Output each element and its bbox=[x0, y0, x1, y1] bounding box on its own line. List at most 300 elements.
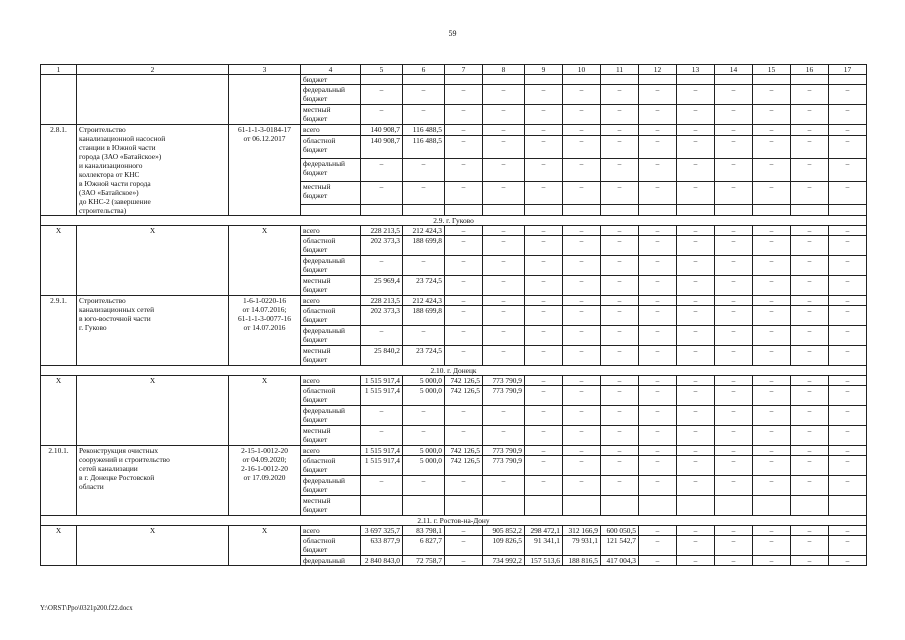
dash-cell: – bbox=[445, 125, 483, 136]
dash-cell: – bbox=[791, 376, 829, 386]
dash-cell: – bbox=[525, 181, 563, 204]
value-cell: – bbox=[445, 526, 483, 536]
dash-cell: – bbox=[791, 236, 829, 256]
dash-cell: – bbox=[525, 236, 563, 256]
value-cell: 6 827,7 bbox=[403, 536, 445, 556]
dash-cell: – bbox=[753, 406, 791, 426]
dash-cell: – bbox=[715, 556, 753, 566]
dash-cell: – bbox=[483, 296, 525, 306]
dash-cell: – bbox=[445, 346, 483, 366]
dash-cell: – bbox=[753, 181, 791, 204]
column-header-13: 13 bbox=[677, 65, 715, 75]
value-cell bbox=[563, 75, 601, 85]
funding-source-cell-line: бюджет bbox=[303, 245, 328, 254]
dash-cell: – bbox=[601, 376, 639, 386]
dash-cell: – bbox=[753, 85, 791, 105]
project-doc-cell-line: от 14.07.2016 bbox=[243, 323, 286, 332]
dash-cell: – bbox=[677, 386, 715, 406]
funding-source-cell bbox=[301, 456, 361, 476]
x-mark-cell: Х bbox=[41, 376, 77, 446]
funding-source-cell-line: местный bbox=[303, 105, 331, 114]
funding-source-cell-line: бюджет bbox=[303, 265, 328, 274]
empty-cell bbox=[601, 204, 639, 215]
dash-cell: – bbox=[525, 406, 563, 426]
value-cell: 773 790,9 bbox=[483, 386, 525, 406]
dash-cell: – bbox=[753, 536, 791, 556]
value-cell: 5 000,0 bbox=[403, 376, 445, 386]
dash-cell: – bbox=[791, 456, 829, 476]
empty-cell bbox=[639, 204, 677, 215]
dash-cell: – bbox=[525, 476, 563, 496]
dash-cell: – bbox=[677, 556, 715, 566]
funding-source-cell: всего bbox=[301, 226, 361, 236]
funding-source-cell bbox=[301, 406, 361, 426]
funding-source-cell-line: бюджет bbox=[303, 94, 328, 103]
dash-cell: – bbox=[715, 386, 753, 406]
funding-source-cell-line: областной bbox=[303, 536, 336, 545]
dash-cell: – bbox=[791, 556, 829, 566]
dash-cell: – bbox=[829, 136, 867, 159]
empty-cell bbox=[483, 204, 525, 215]
dash-cell: – bbox=[715, 125, 753, 136]
dash-cell: – bbox=[829, 376, 867, 386]
item-name-cell-line: и канализационного bbox=[79, 161, 143, 170]
funding-source-cell bbox=[301, 85, 361, 105]
dash-cell: – bbox=[677, 456, 715, 476]
dash-cell: – bbox=[753, 426, 791, 446]
dash-cell: – bbox=[753, 376, 791, 386]
dash-cell: – bbox=[601, 136, 639, 159]
item-name-cell bbox=[77, 125, 229, 216]
value-cell bbox=[445, 75, 483, 85]
value-cell: 633 877,9 bbox=[361, 536, 403, 556]
x-mark-cell: Х bbox=[77, 376, 229, 446]
dash-cell: – bbox=[445, 136, 483, 159]
dash-cell: – bbox=[791, 256, 829, 276]
dash-cell: – bbox=[483, 125, 525, 136]
dash-cell: – bbox=[715, 105, 753, 125]
funding-source-cell: всего bbox=[301, 526, 361, 536]
dash-cell: – bbox=[445, 226, 483, 236]
funding-source-cell: всего bbox=[301, 446, 361, 456]
empty-cell bbox=[563, 204, 601, 215]
dash-cell: – bbox=[525, 376, 563, 386]
dash-cell: – bbox=[601, 426, 639, 446]
item-name-cell-line: г. Гуково bbox=[79, 323, 107, 332]
value-cell: 140 908,7 bbox=[361, 136, 403, 159]
dash-cell: – bbox=[677, 376, 715, 386]
item-name-cell-line: сооружений и строительство bbox=[79, 455, 170, 464]
dash-cell: – bbox=[753, 476, 791, 496]
dash-cell: – bbox=[829, 306, 867, 326]
dash-cell: – bbox=[525, 456, 563, 476]
funding-source-cell bbox=[301, 236, 361, 256]
empty-cell bbox=[791, 204, 829, 215]
project-doc-cell bbox=[229, 296, 301, 366]
dash-cell: – bbox=[753, 236, 791, 256]
funding-source-cell-line: местный bbox=[303, 346, 331, 355]
dash-cell: – bbox=[753, 526, 791, 536]
value-cell: 212 424,3 bbox=[403, 296, 445, 306]
dash-cell: – bbox=[715, 426, 753, 446]
dash-cell: – bbox=[639, 136, 677, 159]
value-cell bbox=[715, 75, 753, 85]
dash-cell: – bbox=[639, 256, 677, 276]
value-cell bbox=[639, 496, 677, 516]
value-cell bbox=[361, 75, 403, 85]
funding-source-cell bbox=[301, 326, 361, 346]
value-cell: 157 513,6 bbox=[525, 556, 563, 566]
dash-cell: – bbox=[753, 256, 791, 276]
dash-cell: – bbox=[639, 406, 677, 426]
dash-cell: – bbox=[525, 125, 563, 136]
value-cell: 188 699,8 bbox=[403, 306, 445, 326]
dash-cell: – bbox=[677, 125, 715, 136]
dash-cell: – bbox=[829, 85, 867, 105]
item-name-cell-line: в г. Донецке Ростовской bbox=[79, 473, 155, 482]
dash-cell: – bbox=[563, 306, 601, 326]
value-cell bbox=[791, 496, 829, 516]
column-header-8: 8 bbox=[483, 65, 525, 75]
dash-cell: – bbox=[677, 226, 715, 236]
dash-cell: – bbox=[829, 226, 867, 236]
dash-cell: – bbox=[791, 526, 829, 536]
value-cell: 742 126,5 bbox=[445, 386, 483, 406]
item-name-cell-line: в Южной части города bbox=[79, 179, 151, 188]
dash-cell: – bbox=[563, 476, 601, 496]
project-doc-cell-line: 2-16-1-0012-20 bbox=[241, 464, 288, 473]
dash-cell: – bbox=[361, 406, 403, 426]
value-cell bbox=[639, 75, 677, 85]
dash-cell: – bbox=[715, 181, 753, 204]
dash-cell: – bbox=[791, 136, 829, 159]
dash-cell: – bbox=[483, 136, 525, 159]
dash-cell: – bbox=[677, 536, 715, 556]
dash-cell: – bbox=[403, 105, 445, 125]
dash-cell: – bbox=[829, 181, 867, 204]
dash-cell: – bbox=[829, 276, 867, 296]
dash-cell: – bbox=[677, 306, 715, 326]
funding-source-cell: федеральный bbox=[301, 556, 361, 566]
dash-cell: – bbox=[677, 476, 715, 496]
dash-cell: – bbox=[639, 326, 677, 346]
value-cell: 2 840 843,0 bbox=[361, 556, 403, 566]
x-mark-cell: Х bbox=[229, 226, 301, 296]
value-cell: 773 790,9 bbox=[483, 456, 525, 476]
dash-cell: – bbox=[563, 136, 601, 159]
dash-cell: – bbox=[715, 85, 753, 105]
dash-cell: – bbox=[791, 446, 829, 456]
value-cell bbox=[753, 496, 791, 516]
dash-cell: – bbox=[753, 556, 791, 566]
dash-cell: – bbox=[829, 426, 867, 446]
dash-cell: – bbox=[639, 476, 677, 496]
continuation-row bbox=[41, 75, 867, 85]
dash-cell: – bbox=[563, 376, 601, 386]
project-doc-cell-line: 61-1-1-3-0077-16 bbox=[238, 314, 291, 323]
funding-source-cell-line: бюджет bbox=[303, 395, 328, 404]
funding-source-cell bbox=[301, 496, 361, 516]
item-number-cell: 2.8.1. bbox=[41, 125, 77, 216]
dash-cell: – bbox=[639, 306, 677, 326]
item-name-cell-line: канализационной насосной bbox=[79, 134, 166, 143]
dash-cell: – bbox=[361, 426, 403, 446]
value-cell: 25 840,2 bbox=[361, 346, 403, 366]
funding-source-cell-line: бюджет bbox=[303, 415, 328, 424]
dash-cell: – bbox=[563, 296, 601, 306]
section-heading-row bbox=[41, 516, 867, 526]
value-cell: 5 000,0 bbox=[403, 446, 445, 456]
dash-cell: – bbox=[445, 181, 483, 204]
value-cell: 121 542,7 bbox=[601, 536, 639, 556]
dash-cell: – bbox=[601, 256, 639, 276]
dash-cell: – bbox=[677, 326, 715, 346]
dash-cell: – bbox=[361, 105, 403, 125]
dash-cell: – bbox=[639, 456, 677, 476]
dash-cell: – bbox=[791, 536, 829, 556]
funding-source-cell-line: областной bbox=[303, 236, 336, 245]
funding-source-cell-line: местный bbox=[303, 181, 331, 191]
item-name-cell-line: канализационных сетей bbox=[79, 305, 155, 314]
item-name-cell-line: в юго-восточной части bbox=[79, 314, 151, 323]
value-cell: 1 515 917,4 bbox=[361, 456, 403, 476]
column-header-3: 3 bbox=[229, 65, 301, 75]
page-number: 59 bbox=[448, 29, 457, 38]
dash-cell: – bbox=[639, 296, 677, 306]
dash-cell: – bbox=[445, 426, 483, 446]
dash-cell: – bbox=[563, 105, 601, 125]
column-header-14: 14 bbox=[715, 65, 753, 75]
x-mark-cell: Х bbox=[77, 226, 229, 296]
project-doc-cell bbox=[229, 125, 301, 216]
value-cell bbox=[791, 75, 829, 85]
dash-cell: – bbox=[601, 346, 639, 366]
value-cell bbox=[403, 496, 445, 516]
funding-source-cell-line: федеральный bbox=[303, 159, 345, 169]
dash-cell: – bbox=[715, 476, 753, 496]
dash-cell: – bbox=[791, 386, 829, 406]
section-title: 2.9. г. Гуково bbox=[41, 216, 867, 226]
funding-source-cell: всего bbox=[301, 125, 361, 136]
dash-cell: – bbox=[403, 85, 445, 105]
item-row-2.9.1 bbox=[41, 296, 867, 306]
dash-cell: – bbox=[791, 426, 829, 446]
dash-cell: – bbox=[829, 236, 867, 256]
dash-cell: – bbox=[525, 446, 563, 456]
dash-cell: – bbox=[601, 125, 639, 136]
dash-cell: – bbox=[677, 136, 715, 159]
dash-cell: – bbox=[483, 426, 525, 446]
dash-cell: – bbox=[563, 346, 601, 366]
dash-cell: – bbox=[445, 326, 483, 346]
empty-cell bbox=[445, 204, 483, 215]
dash-cell: – bbox=[601, 446, 639, 456]
dash-cell: – bbox=[791, 346, 829, 366]
dash-cell: – bbox=[483, 406, 525, 426]
dash-cell: – bbox=[829, 105, 867, 125]
value-cell bbox=[677, 75, 715, 85]
item-name-cell-line: Строительство bbox=[79, 125, 126, 134]
dash-cell: – bbox=[403, 476, 445, 496]
item-row-2.10.1 bbox=[41, 446, 867, 456]
value-cell: 742 126,5 bbox=[445, 456, 483, 476]
dash-cell: – bbox=[601, 226, 639, 236]
dash-cell: – bbox=[753, 159, 791, 182]
funding-source-cell: всего bbox=[301, 376, 361, 386]
dash-cell: – bbox=[601, 105, 639, 125]
x-mark-cell: Х bbox=[41, 226, 77, 296]
item-name-cell-line: города (ЗАО «Батайское») bbox=[79, 152, 162, 161]
dash-cell: – bbox=[563, 236, 601, 256]
item-name-cell bbox=[77, 446, 229, 516]
dash-cell: – bbox=[525, 105, 563, 125]
funding-source-cell-line: бюджет bbox=[303, 435, 328, 444]
value-cell bbox=[483, 75, 525, 85]
dash-cell: – bbox=[525, 306, 563, 326]
dash-cell: – bbox=[483, 159, 525, 182]
funding-source-cell bbox=[301, 159, 361, 182]
dash-cell: – bbox=[715, 296, 753, 306]
dash-cell: – bbox=[525, 296, 563, 306]
item-name-cell-line: (ЗАО «Батайское») bbox=[79, 188, 139, 197]
value-cell: 742 126,5 bbox=[445, 376, 483, 386]
dash-cell: – bbox=[445, 276, 483, 296]
budget-table-container bbox=[40, 64, 864, 566]
value-cell: 1 515 917,4 bbox=[361, 446, 403, 456]
column-header-2: 2 bbox=[77, 65, 229, 75]
dash-cell: – bbox=[715, 276, 753, 296]
dash-cell: – bbox=[715, 346, 753, 366]
dash-cell: – bbox=[639, 105, 677, 125]
column-header-1: 1 bbox=[41, 65, 77, 75]
dash-cell: – bbox=[483, 476, 525, 496]
dash-cell: – bbox=[525, 85, 563, 105]
x-mark-cell: Х bbox=[229, 526, 301, 566]
funding-source-cell-line: местный bbox=[303, 496, 331, 505]
dash-cell: – bbox=[791, 85, 829, 105]
project-doc-cell-line: 2-15-1-0012-20 bbox=[241, 446, 288, 455]
dash-cell: – bbox=[791, 105, 829, 125]
value-cell: – bbox=[445, 556, 483, 566]
dash-cell: – bbox=[791, 296, 829, 306]
dash-cell: – bbox=[791, 326, 829, 346]
dash-cell: – bbox=[829, 476, 867, 496]
funding-source-cell-line: бюджет bbox=[303, 145, 328, 155]
dash-cell: – bbox=[445, 236, 483, 256]
funding-source-cell-line: областной bbox=[303, 306, 336, 315]
x-mark-cell: Х bbox=[77, 526, 229, 566]
section-heading-row bbox=[41, 216, 867, 226]
item-name-cell-line: станции в Южной части bbox=[79, 143, 156, 152]
dash-cell: – bbox=[601, 159, 639, 182]
value-cell bbox=[563, 496, 601, 516]
value-cell: 1 515 917,4 bbox=[361, 386, 403, 406]
dash-cell: – bbox=[563, 276, 601, 296]
value-cell: 72 758,7 bbox=[403, 556, 445, 566]
dash-cell: – bbox=[601, 296, 639, 306]
dash-cell: – bbox=[715, 226, 753, 236]
value-cell: 773 790,9 bbox=[483, 376, 525, 386]
funding-source-cell bbox=[301, 536, 361, 556]
dash-cell: – bbox=[639, 181, 677, 204]
dash-cell: – bbox=[715, 306, 753, 326]
dash-cell: – bbox=[483, 326, 525, 346]
funding-source-cell-line: федеральный bbox=[303, 85, 345, 94]
dash-cell: – bbox=[791, 159, 829, 182]
column-header-15: 15 bbox=[753, 65, 791, 75]
dash-cell: – bbox=[677, 159, 715, 182]
value-cell: – bbox=[445, 536, 483, 556]
dash-cell: – bbox=[639, 526, 677, 536]
item-name-cell bbox=[77, 75, 229, 125]
column-number-row bbox=[41, 65, 867, 75]
dash-cell: – bbox=[829, 406, 867, 426]
empty-cell bbox=[301, 204, 361, 215]
value-cell: 5 000,0 bbox=[403, 456, 445, 476]
dash-cell: – bbox=[715, 326, 753, 346]
section-title: 2.10. г. Донецк bbox=[41, 366, 867, 376]
dash-cell: – bbox=[563, 326, 601, 346]
dash-cell: – bbox=[715, 136, 753, 159]
x-mark-cell: Х bbox=[41, 526, 77, 566]
value-cell: 140 908,7 bbox=[361, 125, 403, 136]
dash-cell: – bbox=[525, 276, 563, 296]
dash-cell: – bbox=[639, 446, 677, 456]
dash-cell: – bbox=[403, 256, 445, 276]
dash-cell: – bbox=[639, 426, 677, 446]
funding-source-cell-line: федеральный bbox=[303, 326, 345, 335]
dash-cell: – bbox=[677, 85, 715, 105]
dash-cell: – bbox=[639, 125, 677, 136]
dash-cell: – bbox=[753, 306, 791, 326]
empty-cell bbox=[829, 204, 867, 215]
budget-table bbox=[40, 64, 867, 566]
dash-cell: – bbox=[791, 181, 829, 204]
empty-cell bbox=[403, 204, 445, 215]
value-cell: 202 373,3 bbox=[361, 236, 403, 256]
dash-cell: – bbox=[829, 125, 867, 136]
dash-cell: – bbox=[715, 236, 753, 256]
dash-cell: – bbox=[753, 326, 791, 346]
value-cell bbox=[715, 496, 753, 516]
dash-cell: – bbox=[445, 159, 483, 182]
item-name-cell-line: сетей канализации bbox=[79, 464, 138, 473]
column-header-5: 5 bbox=[361, 65, 403, 75]
funding-source-cell-line: федеральный bbox=[303, 476, 345, 485]
dash-cell: – bbox=[715, 526, 753, 536]
value-cell: 23 724,5 bbox=[403, 346, 445, 366]
funding-source-cell bbox=[301, 136, 361, 159]
dash-cell: – bbox=[445, 296, 483, 306]
value-cell bbox=[483, 496, 525, 516]
item-name-cell-line: строительства) bbox=[79, 206, 127, 215]
dash-cell: – bbox=[639, 556, 677, 566]
funding-source-cell-line: областной bbox=[303, 386, 336, 395]
value-cell bbox=[525, 496, 563, 516]
dash-cell: – bbox=[601, 406, 639, 426]
project-doc-cell-line: от 14.07.2016; bbox=[242, 305, 287, 314]
value-cell: 188 816,5 bbox=[563, 556, 601, 566]
summary-row-2.9 bbox=[41, 226, 867, 236]
column-header-9: 9 bbox=[525, 65, 563, 75]
dash-cell: – bbox=[525, 256, 563, 276]
dash-cell: – bbox=[829, 256, 867, 276]
value-cell: 23 724,5 bbox=[403, 276, 445, 296]
dash-cell: – bbox=[601, 456, 639, 476]
dash-cell: – bbox=[601, 236, 639, 256]
dash-cell: – bbox=[445, 105, 483, 125]
dash-cell: – bbox=[753, 105, 791, 125]
